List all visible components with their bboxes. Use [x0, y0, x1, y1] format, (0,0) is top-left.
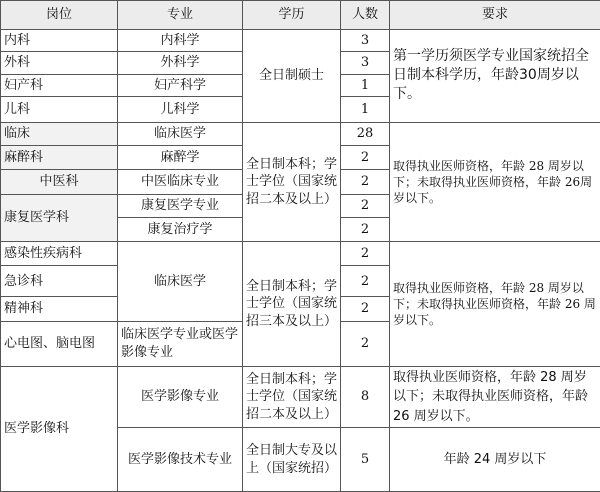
count-cell: 1: [341, 74, 390, 97]
count-cell: 5: [341, 428, 390, 492]
count-cell: 2: [341, 241, 390, 266]
education-cell: 全日制本科；学士学位（国家统招二本及以上）: [243, 366, 341, 428]
table-row: [1, 241, 600, 266]
major-cell: 儿科学: [118, 97, 243, 123]
major-cell: 医学影像技术专业: [118, 428, 243, 492]
count-cell: 8: [341, 366, 390, 428]
count-cell: 2: [341, 297, 390, 322]
header-row: [1, 1, 600, 30]
post-cell: 外科: [1, 52, 118, 75]
requirement-cell: 取得执业医师资格，年龄 28 周岁以下；未取得执业医师资格，年龄 26 周岁以下。: [390, 366, 600, 428]
major-cell: 妇产科学: [118, 74, 243, 97]
requirement-cell: 第一学历须医学专业国家统招全日制本科学历，年龄30周岁以下。: [390, 29, 600, 122]
post-cell: 中医科: [1, 170, 118, 195]
count-cell: 2: [341, 170, 390, 195]
post-cell: 心电图、脑电图: [1, 321, 118, 366]
table-row: [1, 29, 600, 52]
header-requirement: 要求: [390, 1, 600, 30]
count-cell: 2: [341, 145, 390, 170]
education-cell: 全日制本科；学士学位（国家统招三本及以上）: [243, 241, 341, 366]
header-education: 学历: [243, 1, 341, 30]
post-cell: 临床: [1, 122, 118, 145]
post-cell: 康复医学科: [1, 194, 118, 241]
table-row: [1, 122, 600, 145]
count-cell: 2: [341, 218, 390, 242]
count-cell: 2: [341, 266, 390, 297]
count-cell: 1: [341, 97, 390, 123]
table-row: [1, 366, 600, 428]
count-cell: 2: [341, 194, 390, 218]
major-cell: 外科学: [118, 52, 243, 75]
major-cell: 临床医学: [118, 241, 243, 321]
major-cell: 内科学: [118, 29, 243, 52]
education-cell: 全日制本科；学士学位（国家统招二本及以上）: [243, 122, 341, 241]
count-cell: 3: [341, 52, 390, 75]
count-cell: 2: [341, 321, 390, 366]
major-cell: 康复治疗学: [118, 218, 243, 242]
requirement-cell: 年龄 24 周岁以下: [390, 428, 600, 492]
post-cell: 医学影像科: [1, 366, 118, 491]
post-cell: 精神科: [1, 297, 118, 322]
education-cell: 全日制大专及以上（国家统招）: [243, 428, 341, 492]
post-cell: 急诊科: [1, 266, 118, 297]
post-cell: 感染性疾病科: [1, 241, 118, 266]
major-cell: 康复医学专业: [118, 194, 243, 218]
major-cell: 医学影像专业: [118, 366, 243, 428]
education-cell: 全日制硕士: [243, 29, 341, 122]
post-cell: 内科: [1, 29, 118, 52]
requirement-cell: 取得执业医师资格，年龄 28 周岁以下；未取得执业医师资格，年龄 26周岁以下。: [390, 122, 600, 241]
major-cell: 临床医学: [118, 122, 243, 145]
post-cell: 麻醉科: [1, 145, 118, 170]
header-count: 人数: [341, 1, 390, 30]
requirement-cell: 取得执业医师资格，年龄 28 周岁以下；未取得执业医师资格，年龄 26 周岁以下。: [390, 241, 600, 366]
header-major: 专业: [118, 1, 243, 30]
major-cell: 临床医学专业或医学影像专业: [118, 321, 243, 366]
major-cell: 中医临床专业: [118, 170, 243, 195]
header-post: 岗位: [1, 1, 118, 30]
major-cell: 麻醉学: [118, 145, 243, 170]
post-cell: 妇产科: [1, 74, 118, 97]
count-cell: 28: [341, 122, 390, 145]
post-cell: 儿科: [1, 97, 118, 123]
count-cell: 3: [341, 29, 390, 52]
